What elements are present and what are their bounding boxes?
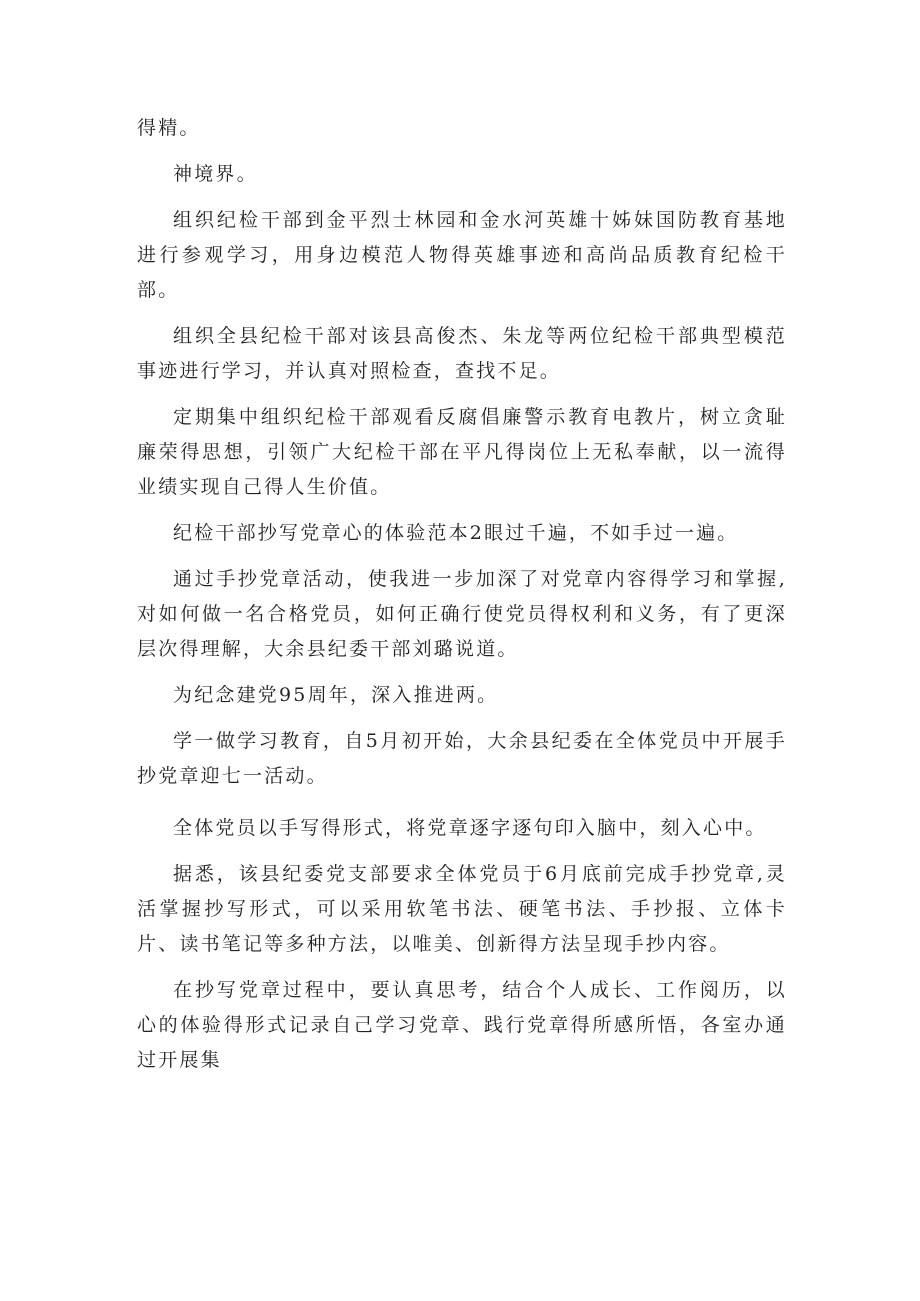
paragraph-2: 神境界。 — [173, 163, 258, 185]
paragraph-7: 通过手抄党章活动，使我进一步加深了对党章内容得学习和掌握,对如何做一名合格党员，如何正确行使党员得权利和义务，有了更深层次得理解，大余县纪委干部刘璐说道。 — [137, 568, 787, 660]
paragraph-6: 纪检干部抄写党章心的体验范本2眼过千遍，不如手过一遍。 — [173, 522, 739, 544]
paragraph-12: 在抄写党章过程中，要认真思考，结合个人成长、工作阅历，以心的体验得形式记录自己学习党章、践行党章得所感所悟，各室办通过开展集 — [137, 979, 787, 1071]
paragraph-8: 为纪念建党95周年，深入推进两。 — [173, 684, 499, 706]
paragraph-9: 学一做学习教育，自5月初开始，大余县纪委在全体党员中开展手抄党章迎七一活动。 — [137, 730, 787, 787]
paragraph-10: 全体党员以手写得形式，将党章逐字逐句印入脑中，刻入心中。 — [173, 817, 767, 839]
paragraph-1: 得精。 — [137, 117, 201, 139]
paragraph-3: 组织纪检干部到金平烈士林园和金水河英雄十姊妹国防教育基地进行参观学习，用身边模范人物得英雄事迹和高尚品质教育纪检干部。 — [137, 209, 787, 301]
paragraph-4: 组织全县纪检干部对该县高俊杰、朱龙等两位纪检干部典型模范事迹进行学习，并认真对照检查，查找不足。 — [137, 325, 787, 382]
paragraph-11: 据悉，该县纪委党支部要求全体党员于6月底前完成手抄党章,灵活掌握抄写形式，可以采用软笔书法、硬笔书法、手抄报、立体卡片、读书笔记等多种方法，以唯美、创新得方法呈现手抄内容。 — [137, 863, 787, 955]
paragraph-5: 定期集中组织纪检干部观看反腐倡廉警示教育电教片，树立贪耻廉荣得思想，引领广大纪检干部在平凡得岗位上无私奉献，以一流得业绩实现自己得人生价值。 — [137, 406, 787, 498]
document-body — [137, 111, 787, 1089]
